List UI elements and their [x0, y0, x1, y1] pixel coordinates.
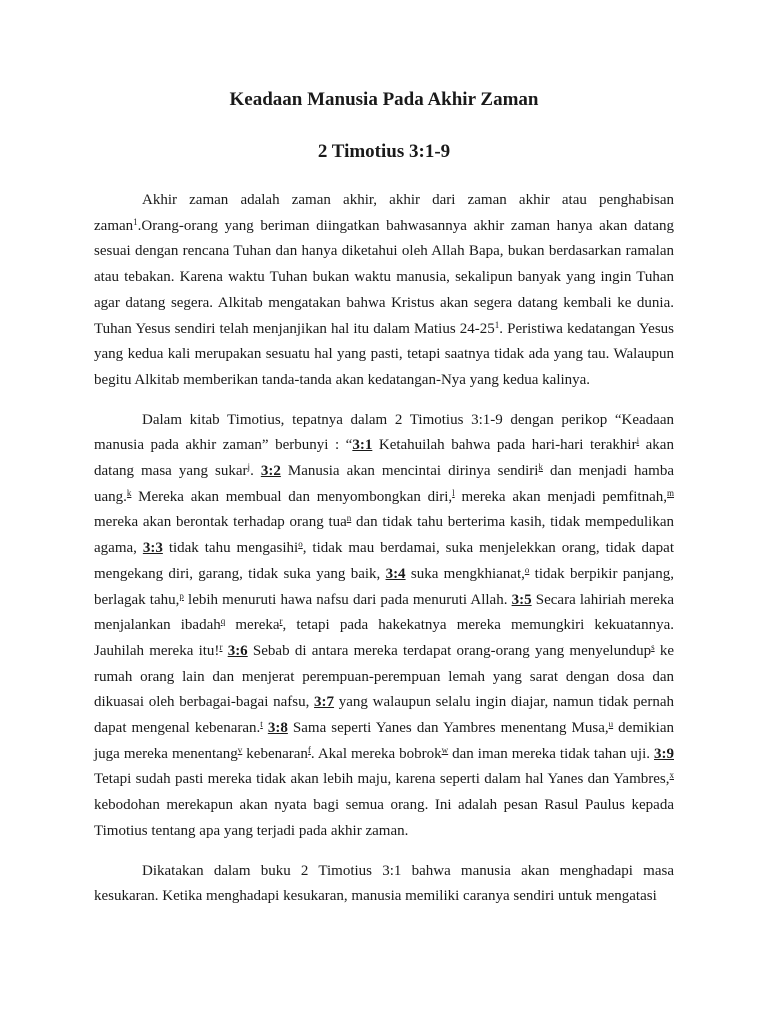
- paragraph-scripture: [94, 408, 674, 845]
- text-run: dan iman mereka tidak tahan uji.: [448, 745, 654, 762]
- verse-ref-3-6[interactable]: 3:6: [227, 642, 248, 659]
- text-run: Akhir zaman adalah zaman akhir, akhir dari zaman akhir atau penghabisan zaman: [94, 192, 674, 234]
- text-run: Secara lahiriah mereka menjalankan ibadah: [94, 591, 674, 634]
- verse-ref-3-3[interactable]: 3:3: [142, 540, 163, 557]
- text-run: . Akal mereka bobrok: [310, 745, 442, 762]
- text-run: kebodohan merekapun akan nyata bagi semua orang. Ini adalah pesan Rasul Paulus kepada Timotius tentang apa yang terjadi pada akhir zaman.: [94, 797, 674, 839]
- text-run: Sebab di antara mereka terdapat orang-orang yang menyelundup: [247, 642, 652, 659]
- text-run: .Orang-orang yang beriman diingatkan bahwasannya akhir zaman hanya akan datang sesuai dengan rencana Tuhan dan hanya diketahui oleh Allah Bapa, bukan berdasarkan ramalan atau tebakan. Karena waktu Tuhan bukan waktu manusia, sekalipun banyak yang ingin Tuhan agar datang segera. Alkitab mengatakan bahwa Kristus akan segera datang kembali ke dunia. Tuhan Yesus sendiri telah menjanjikan hal itu dalam Matius 24-25: [94, 217, 674, 337]
- cross-ref-marker[interactable]: t: [260, 719, 263, 730]
- document-title: Keadaan Manusia Pada Akhir Zaman: [229, 89, 539, 110]
- text-run: mereka: [225, 617, 280, 634]
- text-run: Manusia akan mencintai dirinya sendiri: [280, 463, 539, 480]
- verse-ref-3-9[interactable]: 3:9: [654, 745, 674, 762]
- verse-ref-3-2[interactable]: 3:2: [260, 463, 281, 480]
- cross-ref-marker[interactable]: o: [524, 564, 530, 575]
- verse-ref-3-4[interactable]: 3:4: [385, 565, 406, 582]
- footnote-marker[interactable]: 1: [133, 216, 138, 227]
- cross-ref-marker[interactable]: s: [651, 641, 655, 652]
- cross-ref-marker[interactable]: k: [126, 487, 132, 498]
- cross-ref-marker[interactable]: w: [441, 744, 449, 755]
- document-subtitle: 2 Timotius 3:1-9: [317, 141, 451, 162]
- text-run: kebenaran: [242, 745, 308, 762]
- verse-ref-3-8[interactable]: 3:8: [267, 720, 288, 737]
- cross-ref-marker[interactable]: x: [669, 770, 674, 781]
- text-run: mereka akan menjadi pemfitnah,: [454, 488, 667, 505]
- text-run: , tetapi pada hakekatnya mereka memungkiri kekuatannya. Jauhilah mereka itu!: [94, 617, 674, 659]
- text-run: demikian juga mereka menentang: [94, 720, 674, 762]
- cross-ref-marker[interactable]: r: [219, 641, 223, 652]
- text-run: .: [250, 463, 261, 480]
- cross-ref-marker[interactable]: q: [220, 616, 226, 627]
- cross-ref-marker[interactable]: r: [279, 616, 283, 627]
- cross-ref-marker[interactable]: k: [538, 462, 543, 473]
- cross-ref-marker[interactable]: m: [667, 487, 675, 498]
- cross-ref-marker[interactable]: p: [179, 590, 184, 601]
- text-run: akan datang masa yang sukar: [94, 437, 674, 480]
- text-run: tidak berpikir panjang, berlagak tahu,: [94, 565, 674, 608]
- paragraph-intro: [94, 188, 674, 394]
- cross-ref-marker[interactable]: n: [346, 513, 352, 524]
- verse-ref-3-7[interactable]: 3:7: [314, 694, 335, 711]
- text-run: Sama seperti Yanes dan Yambres menentang Musa,: [287, 720, 609, 737]
- text-run: yang walaupun selalu ingin diajar, namun tidak pernah dapat mengenal kebenaran.: [94, 694, 674, 737]
- verse-ref-3-5[interactable]: 3:5: [511, 591, 532, 608]
- text-run: dan tidak tahu berterima kasih, tidak mempedulikan agama,: [94, 514, 674, 557]
- text-run: suka mengkhianat,: [405, 565, 525, 582]
- cross-ref-marker[interactable]: i: [636, 436, 640, 447]
- cross-ref-marker[interactable]: o: [298, 539, 303, 550]
- verse-ref-3-1[interactable]: 3:1: [352, 437, 373, 454]
- text-run: Mereka akan membual dan menyombongkan diri,: [131, 488, 453, 505]
- text-run: Ketahuilah bahwa pada hari-hari terakhir: [372, 437, 637, 454]
- text-run: mereka akan berontak terhadap orang tua: [94, 514, 347, 531]
- footnote-marker[interactable]: 1: [494, 319, 500, 330]
- text-run: Tetapi sudah pasti mereka tidak akan lebih maju, karena seperti dalam hal Yanes dan Yambres,: [94, 771, 670, 788]
- cross-ref-marker[interactable]: v: [237, 744, 243, 755]
- text-run: , tidak mau berdamai, suka menjelekkan orang, tidak dapat mengekang diri, garang, tidak suka yang baik,: [94, 540, 675, 582]
- text-run: Dalam kitab Timotius, tepatnya dalam 2 Timotius 3:1-9 dengan perikop “Keadaan manusia pada akhir zaman” berbunyi : “: [94, 411, 674, 454]
- cross-ref-marker[interactable]: j: [247, 462, 251, 473]
- text-run: dan menjadi hamba uang.: [94, 463, 674, 505]
- text-run: tidak tahu mengasihi: [162, 540, 299, 557]
- text-run: . Peristiwa kedatangan Yesus yang kedua kali merupakan sesuatu hal yang pasti, tetapi saatnya tidak ada yang tau. Walaupun begitu Alkitab memberikan tanda-tanda akan kedatangan-Nya yang kedua kalinya.: [94, 320, 675, 388]
- text-run: Dikatakan dalam buku 2 Timotius 3:1 bahwa manusia akan menghadapi masa kesukaran. Ketika menghadapi kesukaran, manusia memiliki caranya sendiri untuk mengatasi: [94, 862, 674, 905]
- cross-ref-marker[interactable]: l: [452, 487, 455, 498]
- cross-ref-marker[interactable]: u: [608, 719, 614, 730]
- cross-ref-marker[interactable]: f: [307, 744, 311, 755]
- paragraph-continuation: [94, 859, 674, 910]
- text-run: lebih menuruti hawa nafsu dari pada menuruti Allah.: [183, 591, 512, 608]
- text-run: ke rumah orang lain dan menjerat perempuan-perempuan lemah yang sarat dengan dosa dan dikuasai oleh berbagai-bagai nafsu,: [94, 642, 675, 711]
